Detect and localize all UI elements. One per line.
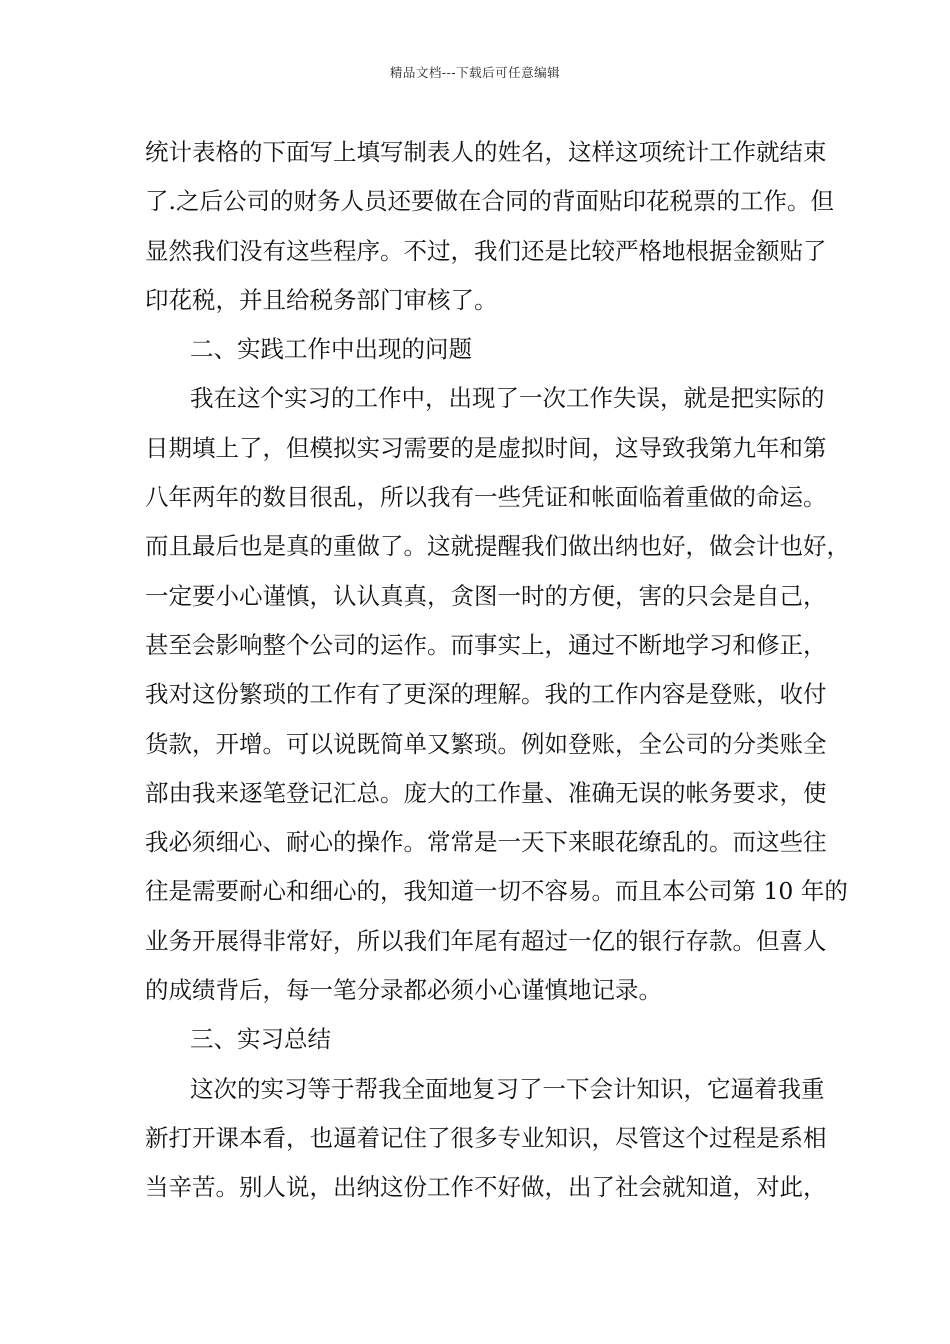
section-heading: 二、实践工作中出现的问题 <box>190 335 472 364</box>
section-heading-summary <box>145 1015 823 1064</box>
text-line: 货款，开增。可以说既简单又繁琐。例如登账，全公司的分类账全 <box>145 729 827 758</box>
text-line: 八年两年的数目很乱，所以我有一些凭证和帐面临着重做的命运。 <box>145 483 827 512</box>
section-heading-problems <box>145 325 823 374</box>
text-line: 印花税，并且给税务部门审核了。 <box>145 285 498 314</box>
text-line: 我在这个实习的工作中，出现了一次工作失误，就是把实际的 <box>190 384 825 413</box>
section-heading: 三、实习总结 <box>190 1025 331 1054</box>
text-line: 我必须细心、耐心的操作。常常是一天下来眼花缭乱的。而这些往 <box>145 828 827 857</box>
text-line: 而且最后也是真的重做了。这就提醒我们做出纳也好，做会计也好， <box>145 532 850 561</box>
paragraph-summary <box>145 1065 827 1213</box>
paragraph-continuation <box>145 128 834 325</box>
text-line: 的成绩背后，每一笔分录都必须小心谨慎地记录。 <box>145 976 662 1005</box>
text-line: 统计表格的下面写上填写制表人的姓名，这样这项统计工作就结束 <box>145 138 827 166</box>
page-header: 精品文档---下载后可任意编辑 <box>389 65 561 80</box>
text-line: 我对这份繁琐的工作有了更深的理解。我的工作内容是登账，收付 <box>145 680 827 709</box>
text-line: 甚至会影响整个公司的运作。而事实上，通过不断地学习和修正， <box>145 630 827 659</box>
text-line: 往是需要耐心和细心的，我知道一切不容易。而且本公司第 10 年的 <box>145 877 848 906</box>
paragraph-problems <box>145 374 850 1015</box>
text-line: 当辛苦。别人说，出纳这份工作不好做，出了社会就知道，对此， <box>145 1173 827 1202</box>
text-line: 这次的实习等于帮我全面地复习了一下会计知识，它逼着我重 <box>190 1074 825 1103</box>
document-body <box>145 128 850 1213</box>
text-line: 日期填上了，但模拟实习需要的是虚拟时间，这导致我第九年和第 <box>145 433 827 462</box>
text-line: 一定要小心谨慎，认认真真，贪图一时的方便，害的只会是自己， <box>145 581 827 610</box>
text-line: 部由我来逐笔登记汇总。庞大的工作量、准确无误的帐务要求，使 <box>145 778 827 807</box>
text-line: 新打开课本看，也逼着记住了很多专业知识，尽管这个过程是系相 <box>145 1123 827 1152</box>
text-line: 显然我们没有这些程序。不过，我们还是比较严格地根据金额贴了 <box>145 236 827 265</box>
text-line: 业务开展得非常好，所以我们年尾有超过一亿的银行存款。但喜人 <box>145 926 827 955</box>
text-line: 了.之后公司的财务人员还要做在合同的背面贴印花税票的工作。但 <box>145 187 834 216</box>
